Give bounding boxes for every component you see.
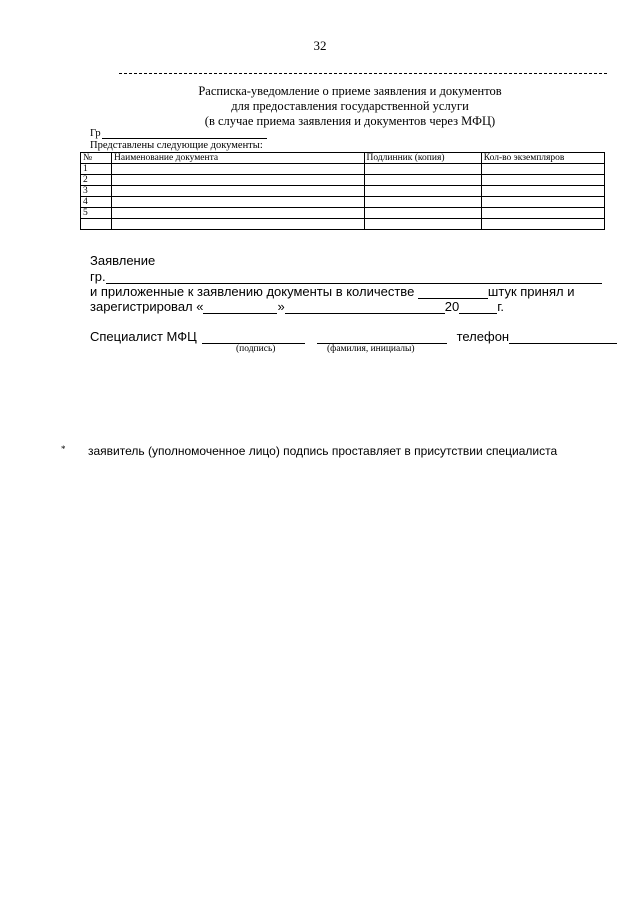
doc-count-blank[interactable] <box>418 286 488 299</box>
gr-field <box>90 128 267 139</box>
date-day-blank[interactable] <box>203 301 277 314</box>
cell[interactable] <box>112 164 364 175</box>
cell[interactable] <box>112 186 364 197</box>
cell[interactable] <box>364 175 481 186</box>
table-row <box>81 186 605 197</box>
cell[interactable] <box>481 208 604 219</box>
cell[interactable] <box>481 175 604 186</box>
statement-line-3 <box>90 299 504 314</box>
caption-signature: (подпись) <box>236 344 276 354</box>
footnote-marker: * <box>61 444 66 454</box>
statement-line-2 <box>90 284 574 299</box>
title-line-2: для предоставления государственной услуги <box>231 99 469 113</box>
name-initials-blank[interactable] <box>317 331 447 344</box>
cell[interactable] <box>364 164 481 175</box>
page-number: 32 <box>313 38 327 53</box>
statement-text: и приложенные к заявлению документы в количестве <box>90 284 415 299</box>
statement-text: г. <box>497 299 504 314</box>
applicant-name-blank[interactable] <box>106 271 602 284</box>
gr-label: Гр <box>90 128 101 139</box>
documents-table <box>80 152 605 230</box>
header-doc-name: Наименование документа <box>112 153 364 164</box>
cell[interactable] <box>112 197 364 208</box>
row-number: 1 <box>81 164 112 175</box>
statement-line-1 <box>90 269 602 284</box>
cell[interactable] <box>112 175 364 186</box>
statement-text: зарегистрировал « <box>90 299 204 314</box>
caption-name: (фамилия, инициалы) <box>327 344 415 354</box>
cell[interactable] <box>481 197 604 208</box>
header-original-copy: Подлинник (копия) <box>364 153 481 164</box>
cell[interactable] <box>112 208 364 219</box>
specialist-label: Специалист МФЦ <box>90 329 197 344</box>
cell[interactable] <box>481 219 604 230</box>
gr-blank-line[interactable] <box>102 128 267 139</box>
statement-text: » <box>277 299 285 314</box>
row-number: 4 <box>81 197 112 208</box>
docs-intro: Представлены следующие документы: <box>90 140 263 151</box>
row-number: 3 <box>81 186 112 197</box>
cell[interactable] <box>364 219 481 230</box>
signature-blank[interactable] <box>202 331 305 344</box>
row-number: 2 <box>81 175 112 186</box>
table-header-row <box>81 153 605 164</box>
table-row <box>81 164 605 175</box>
cell[interactable] <box>112 219 364 230</box>
statement-heading: Заявление <box>90 253 156 268</box>
header-copies-count: Кол-во экземпляров <box>481 153 604 164</box>
gr-abbrev: гр. <box>90 269 106 284</box>
header-number: № <box>81 153 112 164</box>
phone-label: телефон <box>456 329 510 344</box>
title-line-3: (в случае приема заявления и документов через МФЦ) <box>204 114 496 128</box>
cell[interactable] <box>481 186 604 197</box>
table-row <box>81 197 605 208</box>
cell[interactable] <box>364 186 481 197</box>
cell[interactable] <box>481 164 604 175</box>
dashed-separator <box>119 73 607 74</box>
cell[interactable] <box>364 208 481 219</box>
date-year-blank[interactable] <box>459 301 497 314</box>
specialist-line <box>90 329 617 344</box>
statement-text: 20 <box>444 299 460 314</box>
row-number: 5 <box>81 208 112 219</box>
title-line-1: Расписка-уведомление о приеме заявления и документов <box>198 84 502 98</box>
row-number <box>81 219 112 230</box>
table-row <box>81 208 605 219</box>
table-row <box>81 175 605 186</box>
date-month-blank[interactable] <box>285 301 445 314</box>
footnote-text: заявитель (уполномоченное лицо) подпись проставляет в присутствии специалиста <box>88 444 558 458</box>
statement-text: штук принял и <box>487 284 575 299</box>
cell[interactable] <box>364 197 481 208</box>
table-row <box>81 219 605 230</box>
phone-blank[interactable] <box>509 331 617 344</box>
